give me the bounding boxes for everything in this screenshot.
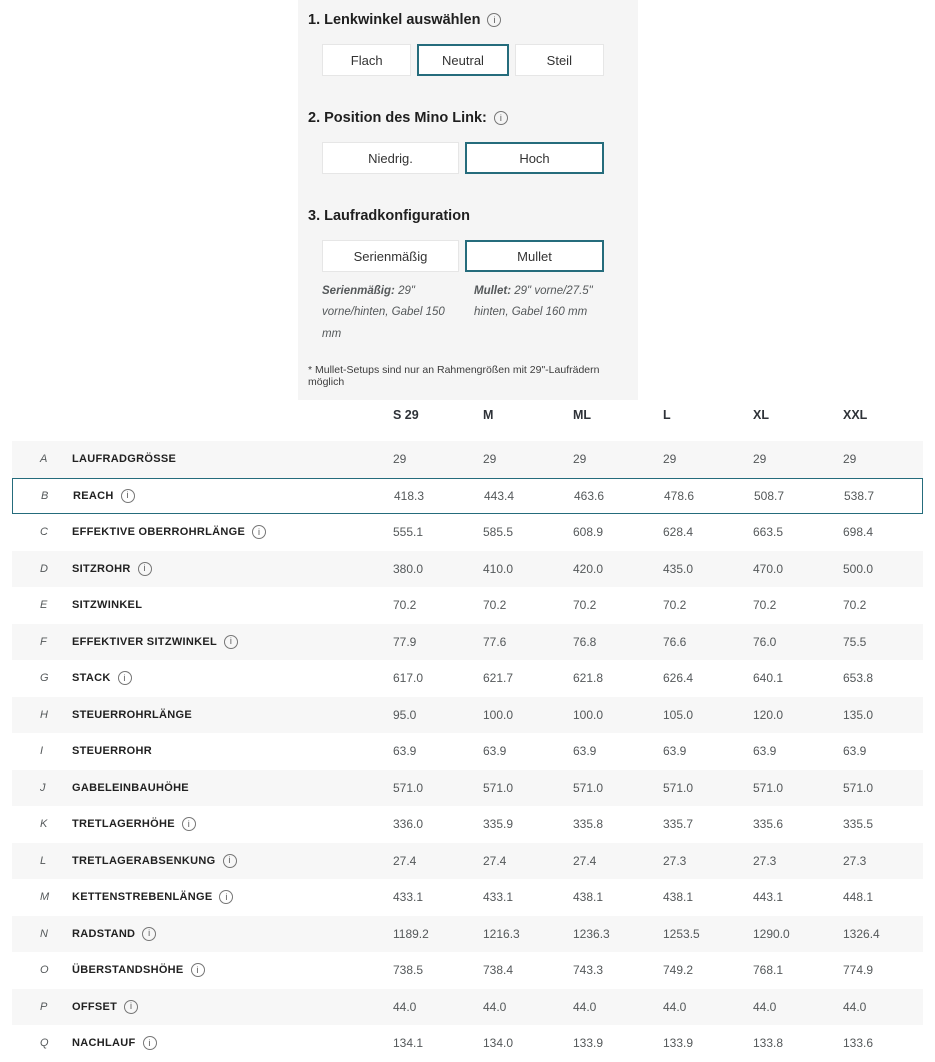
row-letter: P (40, 1000, 48, 1013)
section-title (308, 208, 630, 224)
row-letter: C (40, 526, 48, 539)
row-label (72, 671, 393, 685)
info-icon[interactable]: i (223, 854, 237, 868)
cell-value: 420.0 (573, 561, 604, 576)
cell-value: 63.9 (663, 744, 687, 759)
cell-value: 470.0 (753, 561, 784, 576)
column-header-xl: XL (753, 408, 769, 422)
row-label-text: ÜBERSTANDSHÖHE (72, 964, 184, 977)
row-label (72, 1000, 393, 1014)
cell-value: 1236.3 (573, 926, 610, 941)
info-icon[interactable]: i (124, 1000, 138, 1014)
cell-value: 1326.4 (843, 926, 880, 941)
cell-value: 1216.3 (483, 926, 520, 941)
config-panel (298, 0, 638, 400)
cell-value: 380.0 (393, 561, 424, 576)
cell-value: 463.6 (574, 488, 605, 503)
table-row-g[interactable] (12, 660, 923, 697)
option-niedrig[interactable]: Niedrig. (322, 142, 459, 174)
column-header-l: L (663, 408, 671, 422)
cell-value: 774.9 (843, 963, 874, 978)
row-label (72, 890, 393, 904)
info-icon[interactable]: i (142, 927, 156, 941)
section-title (308, 110, 630, 126)
cell-value: 70.2 (393, 598, 417, 613)
cell-value: 133.8 (753, 1036, 784, 1051)
table-row-k[interactable] (12, 806, 923, 843)
info-icon[interactable]: i (121, 489, 135, 503)
table-row-b[interactable] (12, 478, 923, 515)
cell-value: 448.1 (843, 890, 874, 905)
cell-value: 44.0 (753, 999, 777, 1014)
cell-value: 27.4 (483, 853, 507, 868)
cell-value: 555.1 (393, 525, 424, 540)
option-steil[interactable]: Steil (515, 44, 604, 76)
row-label (72, 1036, 393, 1050)
table-row-o[interactable] (12, 952, 923, 989)
info-icon[interactable]: i (224, 635, 238, 649)
cell-value: 29 (393, 452, 407, 467)
cell-value: 640.1 (753, 671, 784, 686)
cell-value: 133.9 (663, 1036, 694, 1051)
row-letter: A (40, 453, 48, 466)
row-label (72, 525, 393, 539)
row-letter: O (40, 964, 49, 977)
cell-value: 76.0 (753, 634, 777, 649)
cell-value: 443.1 (753, 890, 784, 905)
row-label-text: RADSTAND (72, 927, 136, 940)
table-row-l[interactable] (12, 843, 923, 880)
table-row-a[interactable] (12, 441, 923, 478)
cell-value: 95.0 (393, 707, 417, 722)
column-header-m: M (483, 408, 494, 422)
description-term: Serienmäßig: (322, 285, 395, 297)
cell-value: 738.4 (483, 963, 514, 978)
row-label-text: REACH (73, 489, 114, 502)
row-letter: G (40, 672, 49, 685)
cell-value: 27.4 (393, 853, 417, 868)
cell-value: 63.9 (483, 744, 507, 759)
row-label (72, 854, 393, 868)
row-label (72, 635, 393, 649)
cell-value: 1290.0 (753, 926, 790, 941)
cell-value: 63.9 (573, 744, 597, 759)
row-label (72, 709, 393, 721)
cell-value: 70.2 (573, 598, 597, 613)
row-letter: H (40, 708, 48, 721)
table-row-i[interactable] (12, 733, 923, 770)
row-label (72, 562, 393, 576)
cell-value: 443.4 (484, 488, 515, 503)
cell-value: 100.0 (573, 707, 604, 722)
info-icon[interactable]: i (182, 817, 196, 831)
info-icon[interactable]: i (118, 671, 132, 685)
description-text: 29" vorne/hinten, Gabel 150 mm (322, 285, 445, 340)
cell-value: 27.3 (753, 853, 777, 868)
cell-value: 433.1 (483, 890, 514, 905)
description-term: Mullet: (474, 285, 512, 297)
cell-value: 538.7 (844, 488, 875, 503)
cell-value: 768.1 (753, 963, 784, 978)
cell-value: 134.0 (483, 1036, 514, 1051)
cell-value: 29 (483, 452, 497, 467)
cell-value: 27.4 (573, 853, 597, 868)
cell-value: 44.0 (483, 999, 507, 1014)
row-label-text: TRETLAGERHÖHE (72, 818, 175, 831)
section-title-text: 1. Lenkwinkel auswählen (308, 12, 481, 28)
cell-value: 70.2 (753, 598, 777, 613)
mullet-footnote: * Mullet-Setups sind nur an Rahmengrößen mit 29"-Laufrädern möglich (308, 363, 600, 388)
table-row-q[interactable] (12, 1025, 923, 1062)
cell-value: 571.0 (753, 780, 784, 795)
info-icon[interactable]: i (252, 525, 266, 539)
cell-value: 617.0 (393, 671, 424, 686)
option-descriptions (322, 281, 614, 345)
cell-value: 336.0 (393, 817, 424, 832)
row-label-text: GABELEINBAUHÖHE (72, 781, 189, 794)
description-text: 29" vorne/27.5" hinten, Gabel 160 mm (474, 285, 593, 319)
option-description (474, 281, 614, 345)
info-icon[interactable]: i (138, 562, 152, 576)
info-icon[interactable]: i (487, 13, 501, 27)
cell-value: 120.0 (753, 707, 784, 722)
cell-value: 29 (663, 452, 677, 467)
row-letter: L (40, 854, 47, 867)
row-label-text: STACK (72, 672, 111, 685)
info-icon[interactable]: i (219, 890, 233, 904)
table-row-p[interactable] (12, 989, 923, 1026)
cell-value: 335.6 (753, 817, 784, 832)
option-button-row (322, 44, 604, 76)
cell-value: 70.2 (663, 598, 687, 613)
cell-value: 608.9 (573, 525, 604, 540)
cell-value: 77.9 (393, 634, 417, 649)
section-title-text: 2. Position des Mino Link: (308, 110, 487, 126)
table-row-d[interactable] (12, 551, 923, 588)
row-letter: B (41, 489, 49, 502)
row-letter: D (40, 562, 48, 575)
row-label-text: SITZROHR (72, 562, 131, 575)
cell-value: 29 (573, 452, 587, 467)
cell-value: 571.0 (483, 780, 514, 795)
row-label-text: SITZWINKEL (72, 599, 143, 612)
config-section-2 (306, 110, 630, 174)
option-flach[interactable]: Flach (322, 44, 411, 76)
row-letter: Q (40, 1037, 49, 1050)
config-sections (306, 12, 630, 345)
row-label (72, 745, 393, 757)
row-label (72, 453, 393, 465)
cell-value: 410.0 (483, 561, 514, 576)
geometry-table (12, 398, 923, 1062)
option-button-row (322, 240, 604, 272)
row-label (72, 599, 393, 611)
cell-value: 105.0 (663, 707, 694, 722)
cell-value: 335.5 (843, 817, 874, 832)
row-label-text: STEUERROHRLÄNGE (72, 708, 193, 721)
cell-value: 44.0 (843, 999, 867, 1014)
column-header-s-29: S 29 (393, 408, 419, 422)
info-icon[interactable]: i (191, 963, 205, 977)
cell-value: 1189.2 (393, 926, 429, 941)
cell-value: 29 (843, 452, 857, 467)
cell-value: 418.3 (394, 488, 425, 503)
table-row-m[interactable] (12, 879, 923, 916)
row-letter: J (40, 781, 46, 794)
cell-value: 571.0 (573, 780, 604, 795)
table-row-e[interactable] (12, 587, 923, 624)
section-title (308, 12, 630, 28)
cell-value: 571.0 (663, 780, 694, 795)
cell-value: 435.0 (663, 561, 694, 576)
cell-value: 100.0 (483, 707, 514, 722)
option-mullet[interactable]: Mullet (465, 240, 604, 272)
cell-value: 335.7 (663, 817, 694, 832)
row-label-text: NACHLAUF (72, 1037, 136, 1050)
column-header-ml: ML (573, 408, 592, 422)
cell-value: 44.0 (393, 999, 417, 1014)
cell-value: 628.4 (663, 525, 694, 540)
row-label (72, 817, 393, 831)
cell-value: 77.6 (483, 634, 507, 649)
cell-value: 135.0 (843, 707, 874, 722)
row-letter: K (40, 818, 48, 831)
option-button-row (322, 142, 604, 174)
row-label (73, 489, 394, 503)
option-hoch[interactable]: Hoch (465, 142, 604, 174)
cell-value: 75.5 (843, 634, 867, 649)
cell-value: 63.9 (753, 744, 777, 759)
cell-value: 133.9 (573, 1036, 604, 1051)
cell-value: 438.1 (573, 890, 604, 905)
cell-value: 70.2 (483, 598, 507, 613)
cell-value: 76.6 (663, 634, 687, 649)
row-label-text: STEUERROHR (72, 745, 153, 758)
row-label-text: EFFEKTIVER SITZWINKEL (72, 635, 218, 648)
table-row-c[interactable] (12, 514, 923, 551)
table-row-f[interactable] (12, 624, 923, 661)
row-label-text: EFFEKTIVE OBERROHRLÄNGE (72, 526, 246, 539)
cell-value: 478.6 (664, 488, 695, 503)
info-icon[interactable]: i (143, 1036, 157, 1050)
cell-value: 653.8 (843, 671, 874, 686)
cell-value: 571.0 (843, 780, 874, 795)
option-description (322, 281, 462, 345)
row-label-text: LAUFRADGRÖSSE (72, 453, 177, 466)
option-serienmäßig[interactable]: Serienmäßig (322, 240, 459, 272)
cell-value: 663.5 (753, 525, 784, 540)
cell-value: 698.4 (843, 525, 874, 540)
cell-value: 335.9 (483, 817, 514, 832)
table-header-row (12, 398, 923, 432)
row-label (72, 963, 393, 977)
row-letter: N (40, 927, 48, 940)
cell-value: 749.2 (663, 963, 694, 978)
column-header-xxl: XXL (843, 408, 868, 422)
row-letter: M (40, 891, 50, 904)
cell-value: 63.9 (393, 744, 417, 759)
cell-value: 29 (753, 452, 767, 467)
info-icon[interactable]: i (494, 111, 508, 125)
cell-value: 621.8 (573, 671, 604, 686)
cell-value: 76.8 (573, 634, 597, 649)
cell-value: 626.4 (663, 671, 694, 686)
cell-value: 335.8 (573, 817, 604, 832)
cell-value: 27.3 (663, 853, 687, 868)
row-label-text: KETTENSTREBENLÄNGE (72, 891, 213, 904)
option-neutral[interactable]: Neutral (417, 44, 508, 76)
row-label-text: TRETLAGERABSENKUNG (72, 854, 216, 867)
table-row-h[interactable] (12, 697, 923, 734)
cell-value: 44.0 (573, 999, 597, 1014)
cell-value: 585.5 (483, 525, 514, 540)
row-label-text: OFFSET (72, 1000, 118, 1013)
table-body (12, 441, 923, 1062)
cell-value: 738.5 (393, 963, 424, 978)
cell-value: 1253.5 (663, 926, 700, 941)
row-letter: E (40, 599, 48, 612)
row-letter: I (40, 745, 44, 758)
config-section-3 (306, 208, 630, 345)
cell-value: 438.1 (663, 890, 694, 905)
cell-value: 27.3 (843, 853, 867, 868)
section-title-text: 3. Laufradkonfiguration (308, 208, 470, 224)
cell-value: 500.0 (843, 561, 874, 576)
table-row-j[interactable] (12, 770, 923, 807)
cell-value: 133.6 (843, 1036, 874, 1051)
cell-value: 621.7 (483, 671, 514, 686)
cell-value: 508.7 (754, 488, 785, 503)
config-section-1 (306, 12, 630, 76)
row-letter: F (40, 635, 47, 648)
cell-value: 571.0 (393, 780, 424, 795)
row-label (72, 927, 393, 941)
cell-value: 70.2 (843, 598, 867, 613)
cell-value: 63.9 (843, 744, 867, 759)
cell-value: 743.3 (573, 963, 604, 978)
cell-value: 433.1 (393, 890, 424, 905)
cell-value: 134.1 (393, 1036, 424, 1051)
row-label (72, 782, 393, 794)
cell-value: 44.0 (663, 999, 687, 1014)
table-row-n[interactable] (12, 916, 923, 953)
